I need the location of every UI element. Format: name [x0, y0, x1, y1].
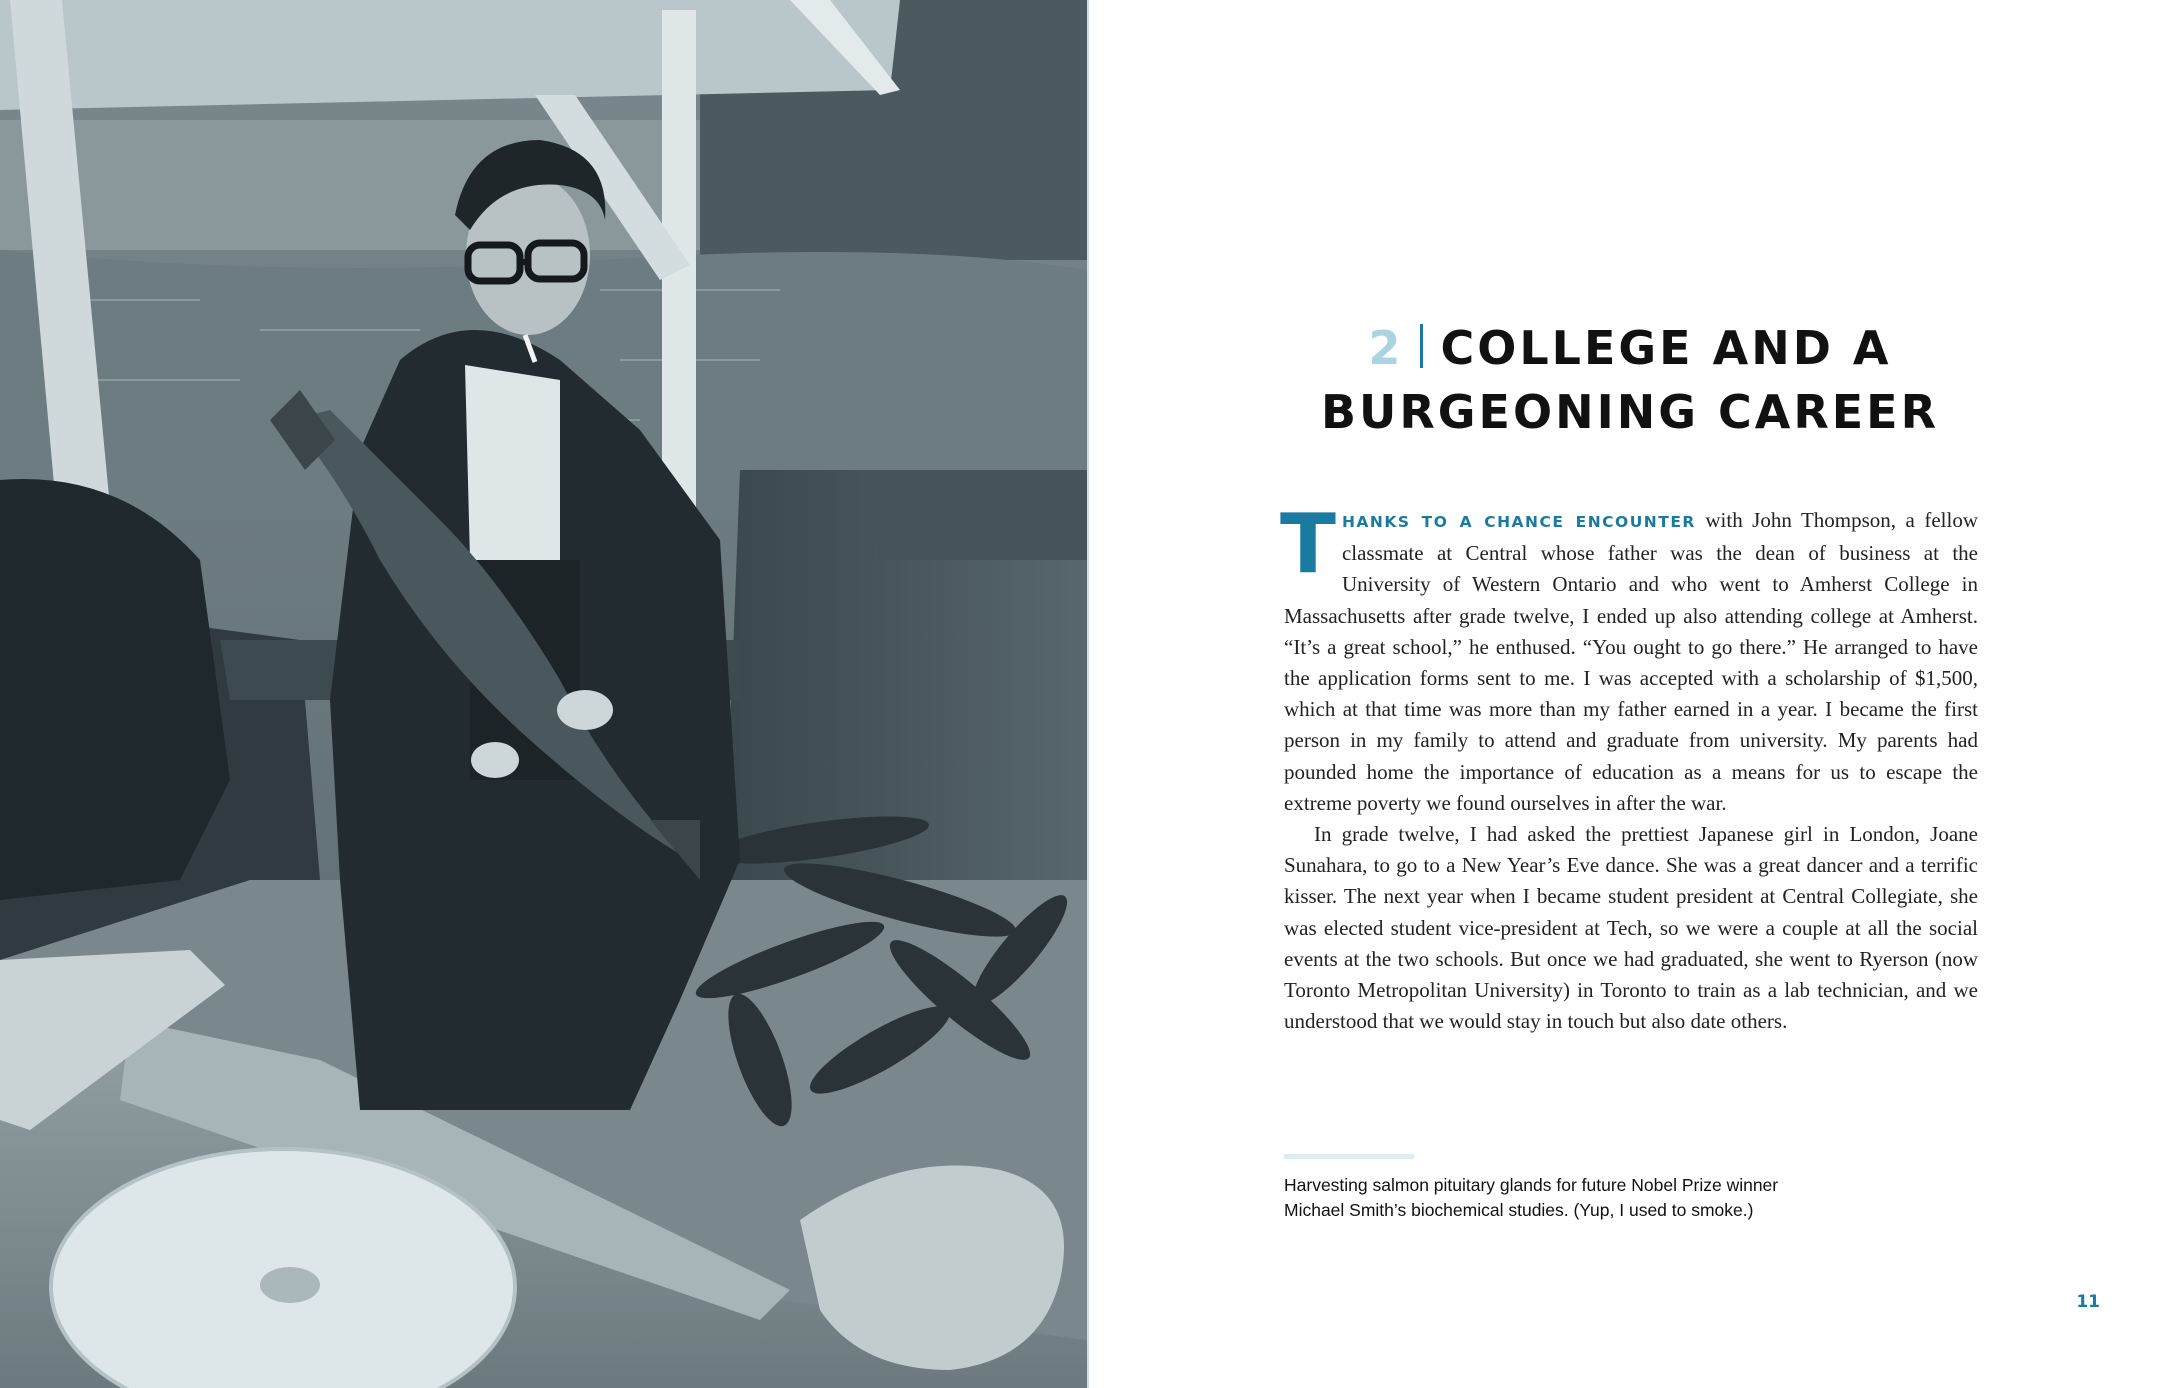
photo-caption: [1284, 1173, 1884, 1223]
paragraph-2: In grade twelve, I had asked the prettiest Japanese girl in London, Joane Sunahara, to go to a New Year’s Eve dance. She was a great dancer and a terrific kisser. The next year when I became student president at Central Collegiate, she was elected student vice-president at Tech, so we were a couple at all the social events at the two schools. But once we had graduated, she went to Ryerson (now Toronto Metropolitan University) in Toronto to train as a lab technician, and we understood that we would stay in touch but also date others.: [1284, 822, 1978, 1034]
paragraph-1: [1280, 497, 1978, 819]
page-number: 11: [2076, 1292, 2100, 1312]
photo-man-holding-salmon: [0, 0, 1087, 1388]
chapter-divider: [1420, 324, 1423, 368]
chapter-title-line1: COLLEGE AND A: [1440, 321, 1892, 375]
caption-line-2: Michael Smith’s biochemical studies. (Yup, I used to smoke.): [1284, 1200, 1754, 1220]
paragraph-1-text: with John Thompson, a fellow classmate at Central whose father was the dean of business at the University of Western Ontario and who went to Amherst College in Massachusetts after grade twelve, I ended up also attending college at Amherst. “It’s a great school,” he enthused. “You ought to go there.” He arranged to have the application forms sent to me. I was accepted with a scholarship of $1,500, which at that time was more than my father earned in a year. I became the first person in my family to attend and graduate from university. My parents had pounded home the importance of education as a means for us to escape the extreme poverty we found ourselves in after the war.: [1284, 508, 1978, 815]
lead-in: HANKS TO A CHANCE ENCOUNTER: [1341, 513, 1696, 531]
chapter-title-line2: BURGEONING CAREER: [1320, 385, 1940, 439]
caption-line-1: Harvesting salmon pituitary glands for future Nobel Prize winner: [1284, 1175, 1779, 1195]
caption-rule: [1284, 1154, 1414, 1159]
drop-cap: T: [1280, 497, 1336, 592]
chapter-number: 2: [1368, 321, 1404, 375]
chapter-title: [1240, 316, 2020, 444]
body-text: [1280, 497, 1978, 1037]
